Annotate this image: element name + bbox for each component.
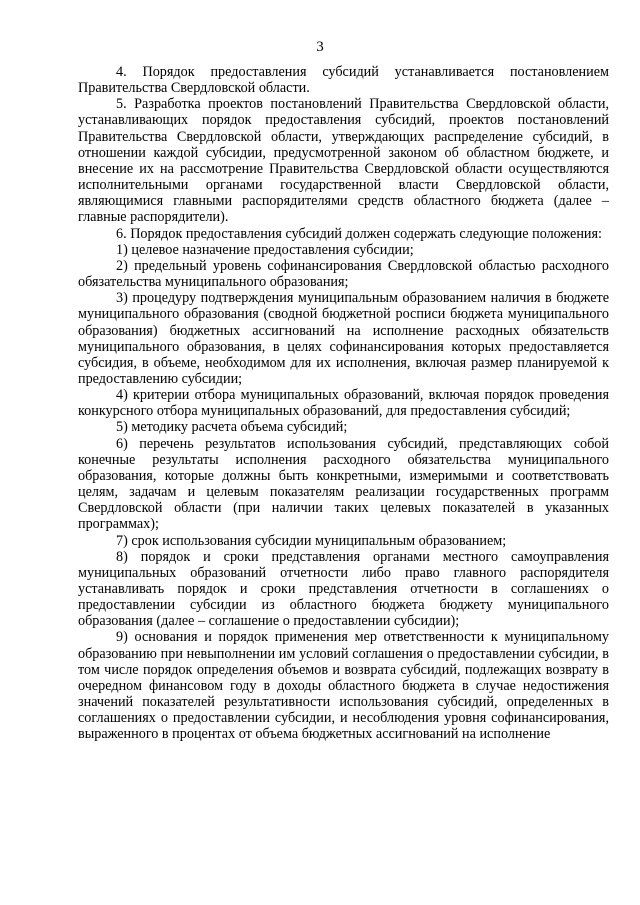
page-number: 3 (316, 39, 324, 55)
list-item-4: 4) критерии отбора муниципальных образований, включая порядок проведения конкурсного отбора муниципальных образований, для предоставления субсидий; (78, 387, 609, 420)
paragraph-4: 4. Порядок предоставления субсидий устанавливается постановлением Правительства Свердловской области. (78, 64, 609, 97)
list-item-9: 9) основания и порядок применения мер ответственности к муниципальному образованию при невыполнении им условий соглашения о предоставлении субсидии, в том числе порядок определения объемов и возврата субсидий, подлежащих возврату в очередном финансовом году в доходы областного бюджета в случае недостижения значений показателей результативности использования субсидий, определенных в соглашениях о предоставлении субсидии, и несоблюдения уровня софинансирования, выраженного в процентах от объема бюджетных ассигнований на исполнение (78, 629, 609, 743)
list-item-8: 8) порядок и сроки представления органами местного самоуправления муниципальных образований отчетности либо право главного распорядителя устанавливать порядок и сроки представления отчетности в соглашениях о предоставлении субсидии из областного бюджета бюджету муниципального образования (далее – соглашение о предоставлении субсидии); (78, 548, 609, 630)
document-body (78, 64, 609, 743)
list-item-1: 1) целевое назначение предоставления субсидии; (116, 241, 414, 258)
list-item-2: 2) предельный уровень софинансирования Свердловской областью расходного обязательства муниципального образования; (78, 257, 609, 291)
paragraph-5: 5. Разработка проектов постановлений Правительства Свердловской области, устанавливающих порядок предоставления субсидий, проектов постановлений Правительства Свердловской области, утверждающих распределение субсидий, в отношении каждой субсидии, предусмотренной законом об областном бюджете, и внесение их на рассмотрение Правительства Свердловской области осуществляются исполнительными органами государственной власти Свердловской области, являющимися главными распорядителями средств областного бюджета (далее – главные распорядители). (78, 96, 609, 226)
paragraph-6: 6. Порядок предоставления субсидий должен содержать следующие положения: (116, 225, 602, 242)
list-item-7: 7) срок использования субсидии муниципальным образованием; (116, 532, 507, 549)
list-item-3: 3) процедуру подтверждения муниципальным образованием наличия в бюджете муниципального образования (сводной бюджетной росписи бюджета муниципального образования) бюджетных ассигнований на исполнение расходных обязательств муниципального образования, в целях софинансирования которых предоставляется субсидия, в объеме, необходимом для их исполнения, включая размер планируемой к предоставлению субсидии; (78, 290, 609, 387)
list-item-5: 5) методику расчета объема субсидий; (116, 419, 348, 436)
list-item-6: 6) перечень результатов использования субсидий, представляющих собой конечные результаты исполнения расходного обязательства муниципального образования, которые должны быть конкретными, измеримыми и соответствовать целям, задачам и целевым показателям реализации государственных программ Свердловской области (при наличии таких целевых показателей в указанных программах); (78, 435, 609, 533)
